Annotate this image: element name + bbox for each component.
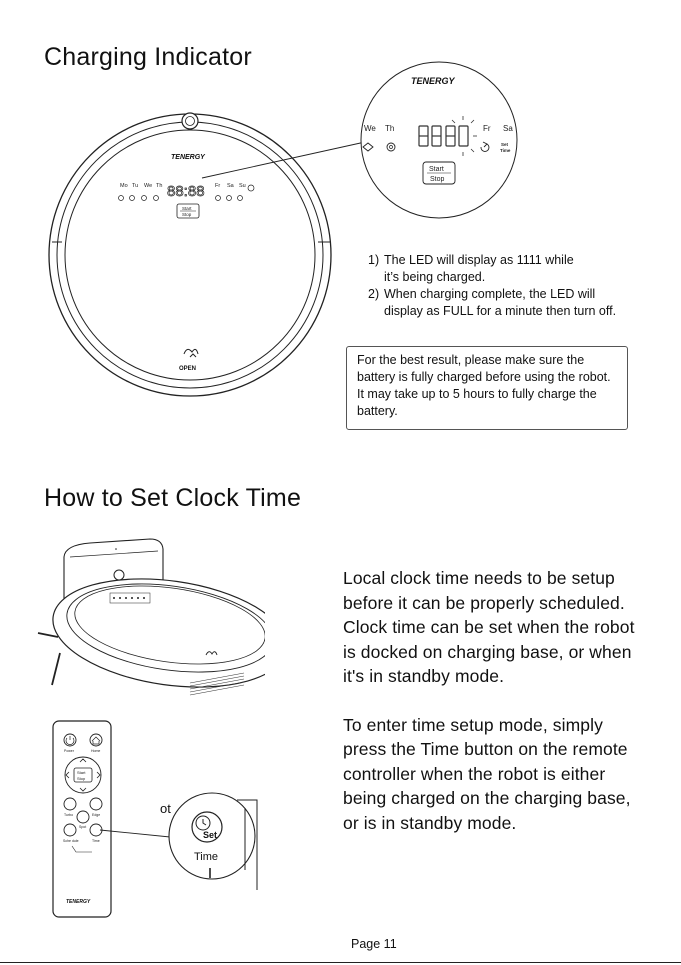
remote-brand-logo: TENERGY (66, 899, 91, 905)
paragraph-enter-mode: To enter time setup mode, simply press the Time button on the remote controller when the robot is either being charged on the charging base, or is in standby mode. (343, 714, 631, 833)
zoom-brand-logo: TENERGY (411, 76, 455, 86)
tip-box: For the best result, please make sure the battery is fully charged before using the robot. It may take up to 5 hours to fully charge the battery. (346, 346, 628, 430)
robot-day-fr: Fr (215, 183, 221, 189)
robot-led-digits: 88:88 (167, 183, 205, 200)
clock-text (343, 566, 643, 835)
remote-body (53, 721, 111, 917)
robot-docked-illustration (30, 535, 265, 700)
note-1: 1) The LED will display as 1111 while it’s being charged. (368, 253, 574, 284)
home-label: Home (91, 749, 101, 753)
zoom-panel-illustration (355, 60, 525, 222)
page-number: Page 11 (351, 937, 397, 951)
zoom-day-sa: Sa (503, 124, 513, 133)
zoom-start-label: Start (429, 166, 444, 173)
spot-label: Spot (79, 825, 87, 829)
robot-open-label: OPEN (179, 366, 197, 372)
robot-brand-logo: TENERGY (171, 154, 205, 161)
turbo-label: Turbo (64, 813, 74, 817)
zoom-day-fr: Fr (483, 124, 491, 133)
remote-illustration (52, 720, 264, 920)
robot-day-sa: Sa (227, 183, 234, 189)
callout-time-label: Time (194, 851, 219, 863)
robot-day-su: Su (239, 183, 246, 189)
robot-day-we: We (144, 183, 153, 189)
zoom-time-label: Time (500, 148, 511, 153)
section-title-charging: Charging Indicator (44, 43, 252, 71)
zoom-stop-label: Stop (430, 176, 445, 183)
power-label: Power (64, 749, 74, 753)
remote-stop-label: Stop (77, 776, 86, 781)
callout-pointer (100, 830, 180, 838)
schedule-label: Sche dule (63, 839, 79, 843)
pointer-line (200, 130, 370, 190)
robot-day-th: Th (156, 183, 163, 189)
zoom-day-we: We (364, 124, 376, 133)
remote-start-label: Start (77, 770, 86, 775)
robot-start-label: Start (182, 206, 192, 211)
section-title-clock: How to Set Clock Time (44, 484, 302, 512)
note-2: 2) When charging complete, the LED will display as FULL for a minute then turn off. (368, 287, 617, 318)
edge-label: Edge (92, 813, 101, 817)
callout-set-label: Set (203, 830, 218, 840)
robot-day-mo: Mo (120, 183, 128, 189)
open-arrow-icon (184, 349, 198, 357)
zoom-set-label: Set (501, 142, 509, 147)
charging-notes (368, 252, 658, 320)
zoom-day-th: Th (385, 124, 395, 133)
corner-fragment-text: ot (160, 801, 171, 816)
robot-day-tu: Tu (132, 183, 139, 189)
paragraph-setup-info: Local clock time needs to be setup before it can be properly scheduled. Clock time can be set when the robot is docked on charging base, or when it's in standby mode. (343, 568, 635, 686)
footer-rule (0, 962, 681, 963)
robot-stop-label: Stop (182, 212, 192, 217)
remote-time-label: Time (92, 839, 100, 843)
